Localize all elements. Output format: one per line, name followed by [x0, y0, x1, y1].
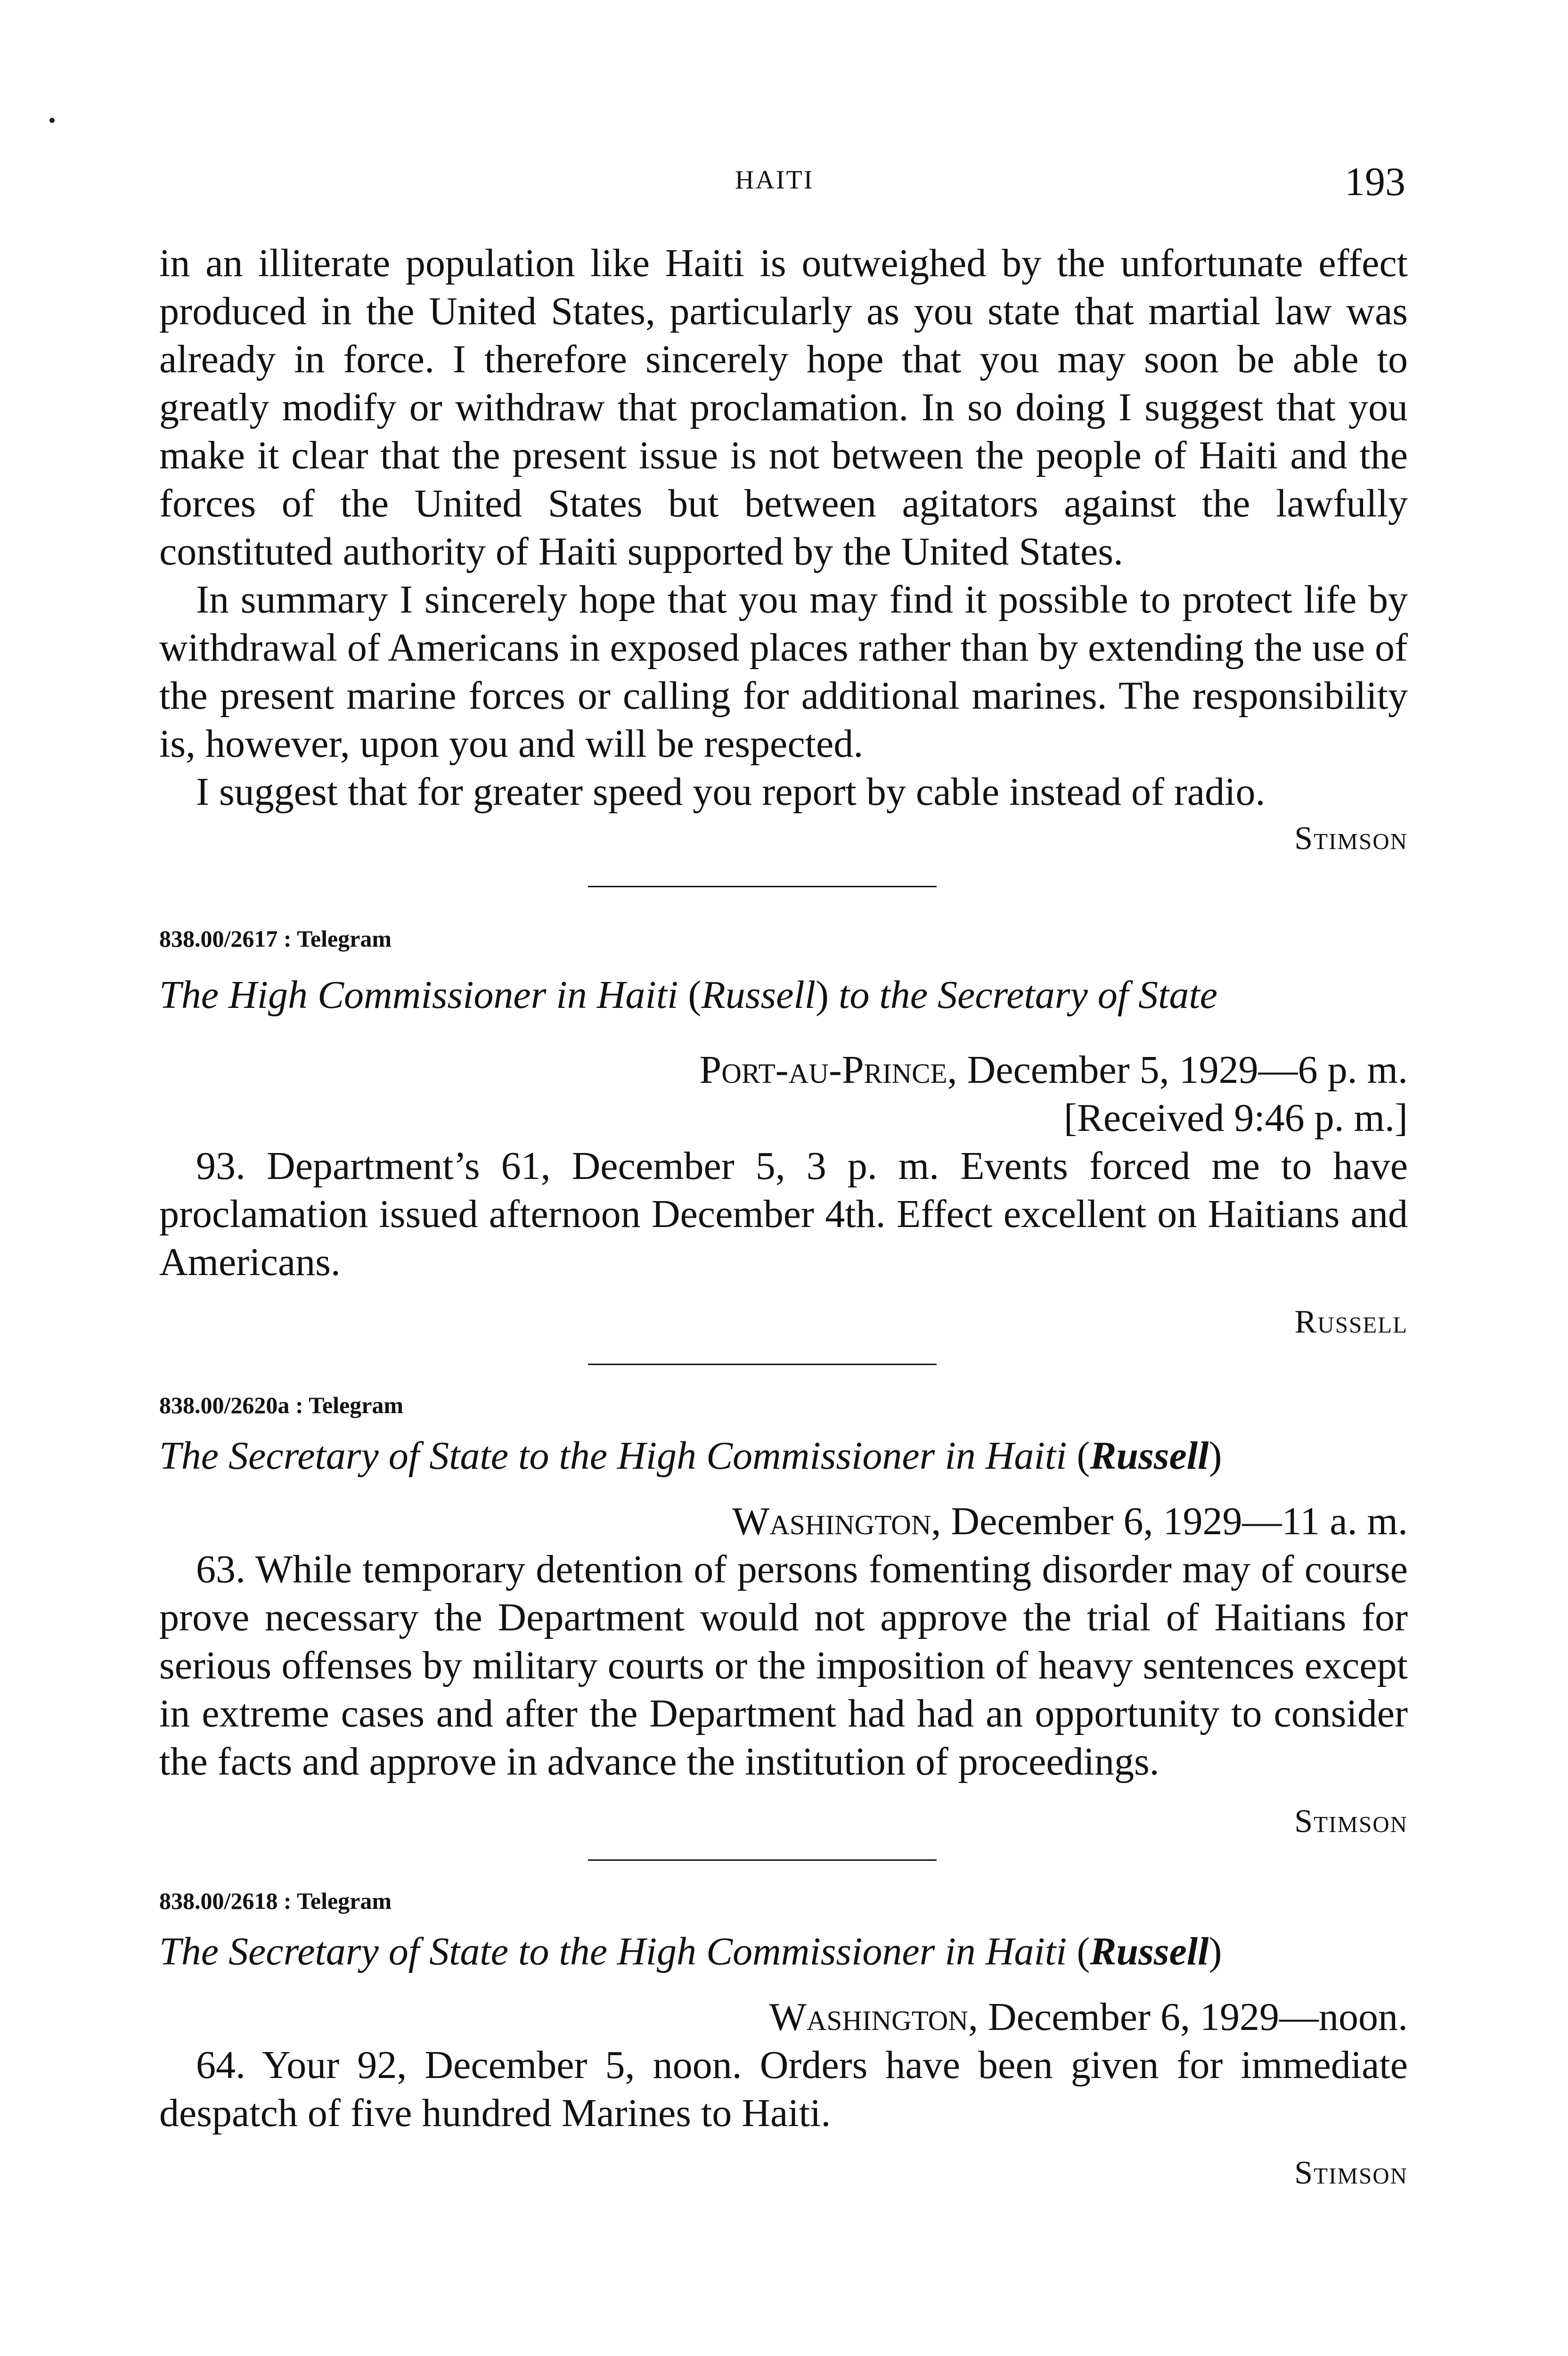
stray-dot-mark — [49, 118, 55, 123]
heading-paren: ( — [1077, 1434, 1090, 1478]
signature: Russell — [1294, 1304, 1408, 1340]
heading-paren: ( — [688, 973, 702, 1017]
dateline — [159, 1497, 1408, 1546]
document-heading — [159, 1433, 1408, 1479]
page-content — [159, 239, 1408, 2192]
heading-paren: ( — [1077, 1930, 1090, 1973]
heading-name: Russell — [1090, 1930, 1209, 1973]
heading-paren: ) — [1209, 1434, 1222, 1478]
heading-text: The High Commissioner in Haiti — [159, 973, 688, 1017]
heading-paren: ) — [816, 973, 829, 1017]
dateline-date: , December 6, 1929—noon. — [968, 1995, 1408, 2039]
heading-text: The Secretary of State to the High Commissioner in Haiti — [159, 1434, 1077, 1478]
signature: Stimson — [1294, 820, 1408, 857]
heading-name: Russell — [1090, 1434, 1209, 1478]
file-number: 838.00/2620a : Telegram — [159, 1392, 404, 1418]
heading-text: The Secretary of State to the High Commissioner in Haiti — [159, 1930, 1077, 1973]
heading-text-end: to the Secretary of State — [829, 973, 1218, 1017]
file-number: 838.00/2617 : Telegram — [159, 925, 392, 952]
section-divider — [588, 1859, 937, 1861]
file-number: 838.00/2618 : Telegram — [159, 1888, 392, 1914]
section-divider — [588, 886, 937, 887]
document-body: 64. Your 92, December 5, noon. Orders have been given for immediate despatch of five hundred Marines to Haiti. — [159, 2043, 1408, 2135]
page-number: 193 — [1345, 159, 1405, 204]
document-heading — [159, 1929, 1408, 1974]
continuation-paragraph-1: in an illiterate population like Haiti is outweighed by the unfortunate effect produced in the United States, particularly as you state that martial law was already in force. I therefore sincerely hope that you may soon be able to greatly modify or withdraw that proclamation. In so doing I suggest that you make it clear that the present issue is not between the people of Haiti and the forces of the United States but between agitators against the lawfully constituted authority of Haiti supported by the United States. — [159, 241, 1408, 573]
heading-name: Russell — [701, 973, 816, 1017]
document-body: 63. While temporary detention of persons fomenting disorder may of course prove necessary the Department would not approve the trial of Haitians for serious offenses by military courts or the imposition of heavy sentences except in extreme cases and after the Department had had an opportunity to consider the facts and approve in advance the institution of proceedings. — [159, 1547, 1408, 1783]
continuation-paragraph-3: I suggest that for greater speed you report by cable instead of radio. — [196, 770, 1266, 814]
section-divider — [588, 1364, 937, 1365]
dateline-date: , December 6, 1929—11 a. m. — [931, 1499, 1408, 1543]
dateline — [159, 1993, 1408, 2041]
document-heading — [159, 972, 1408, 1018]
dateline-date: , December 5, 1929—6 p. m. — [947, 1048, 1408, 1092]
heading-paren: ) — [1209, 1930, 1222, 1973]
dateline — [159, 1046, 1408, 1094]
continuation-paragraph-2: In summary I sincerely hope that you may find it possible to protect life by withdrawal of Americans in exposed places rather than by extending the use of the present marine forces or calling for additional marines. The responsibility is, however, upon you and will be respected. — [159, 578, 1408, 766]
dateline-place: Washington — [769, 1995, 968, 2039]
dateline-place: Washington — [732, 1499, 931, 1543]
document-body: 93. Department’s 61, December 5, 3 p. m. Events forced me to have proclamation issued afternoon December 4th. Effect excellent on Haitians and Americans. — [159, 1144, 1408, 1284]
signature: Stimson — [1294, 1803, 1408, 1840]
dateline-place: Port-au-Prince — [699, 1048, 947, 1092]
received-line: [Received 9:46 p. m.] — [1063, 1096, 1408, 1140]
signature: Stimson — [1294, 2155, 1408, 2191]
running-head: HAITI — [735, 165, 814, 195]
